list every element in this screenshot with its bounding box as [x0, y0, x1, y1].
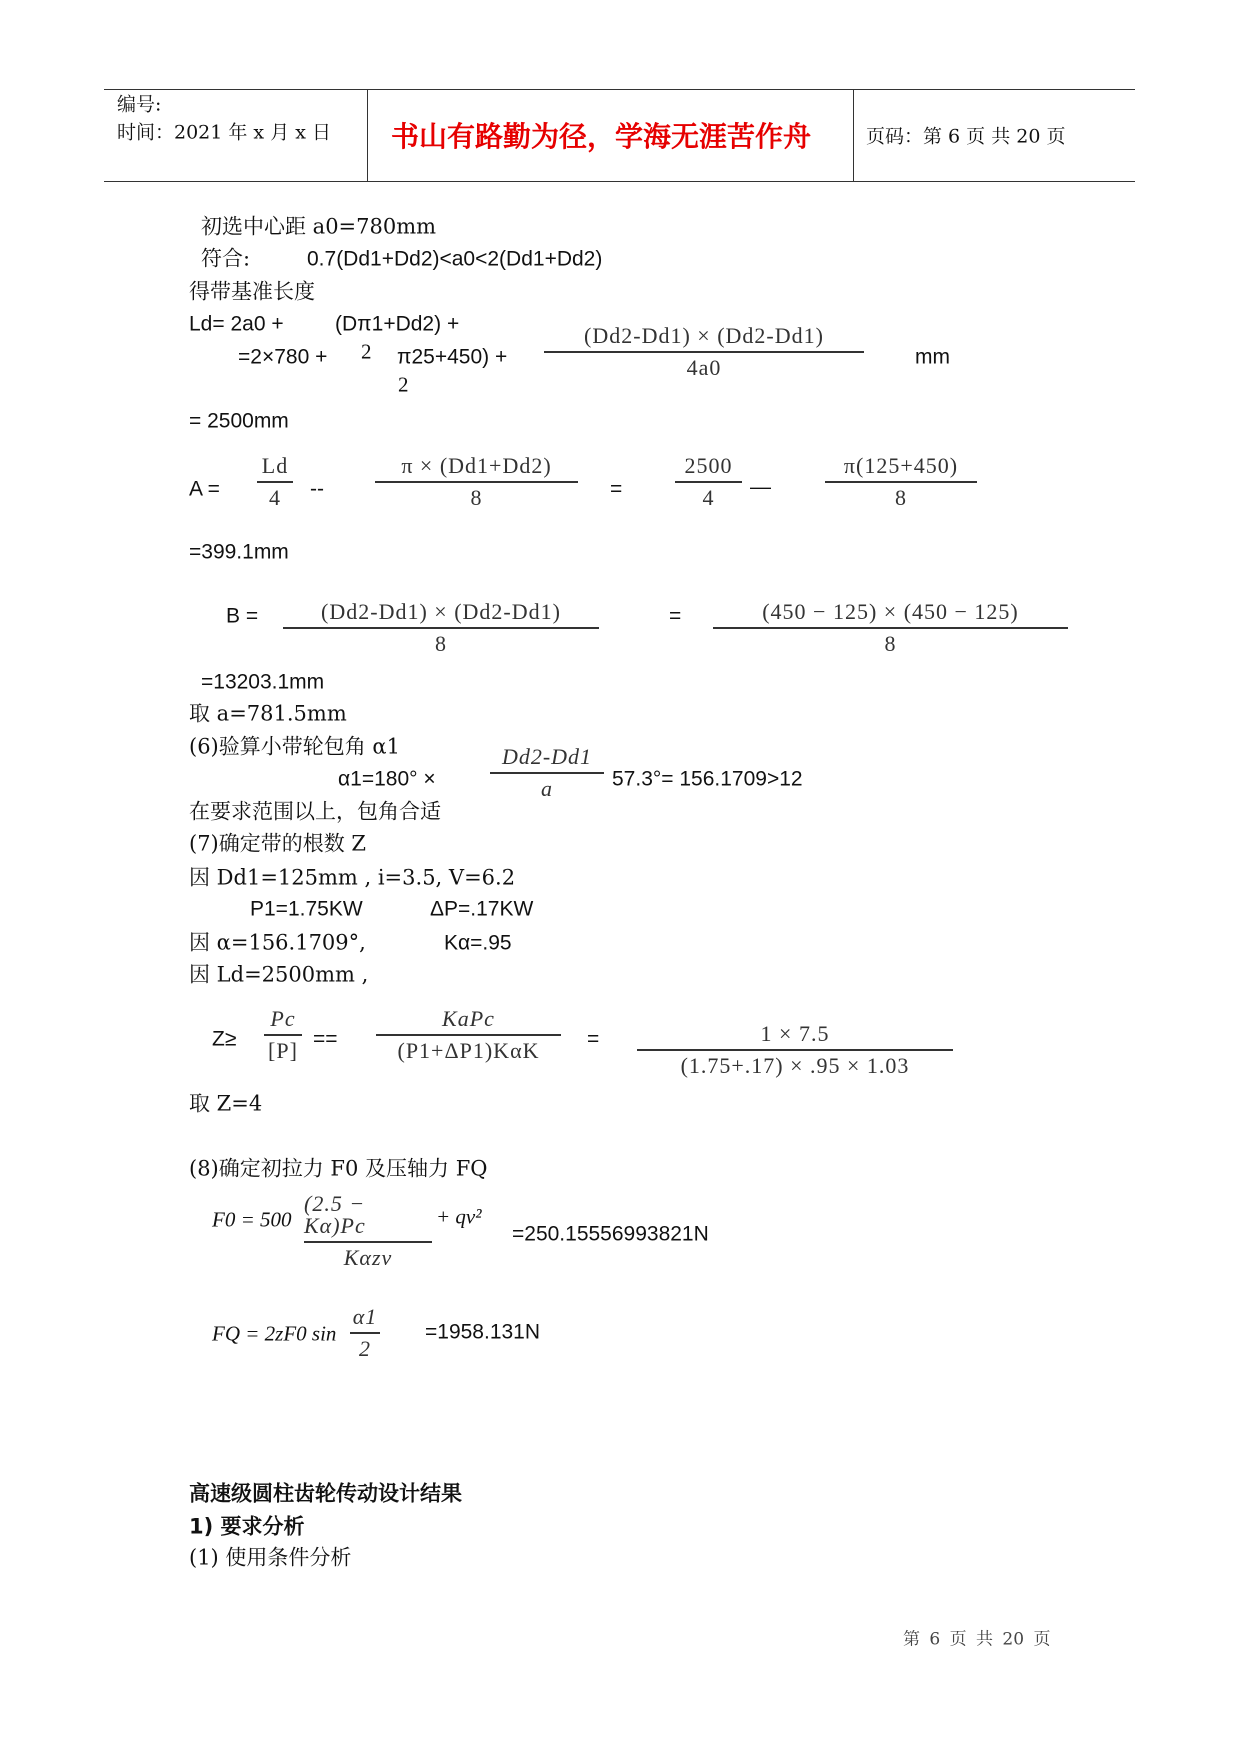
result-text: =399.1mm	[189, 540, 289, 564]
formula-text: mm	[915, 345, 950, 369]
section-heading: (7)确定带的根数 Z	[189, 831, 367, 856]
doc-time: 时间：2021 年 x 月 x 日	[117, 121, 331, 144]
fraction: Pc [P]	[264, 1006, 302, 1064]
formula-text: B =	[226, 604, 259, 628]
formula-text: A =	[189, 477, 220, 501]
text-line: 符合:	[201, 246, 251, 271]
formula-text: ==	[313, 1027, 338, 1051]
text-line: 在要求范围以上，包角合适	[189, 799, 441, 824]
fraction: α1 2	[350, 1304, 380, 1362]
formula-text: + qv²	[436, 1204, 482, 1229]
text-line: 得带基准长度	[189, 279, 315, 304]
fraction: π × (Dd1+Dd2) 8	[375, 453, 578, 511]
formula-text: Ld= 2a0 +	[189, 312, 284, 336]
text-line: Kα=.95	[444, 931, 512, 955]
text-line: 因 α=156.1709°,	[189, 930, 366, 955]
fraction: (Dd2-Dd1) × (Dd2-Dd1) 8	[283, 599, 599, 657]
formula-text: =	[669, 604, 682, 628]
doc-number-label: 编号:	[117, 93, 162, 116]
text-line: ΔP=.17KW	[430, 897, 534, 921]
section-heading: (8)确定初拉力 F0 及压轴力 FQ	[189, 1156, 488, 1181]
fraction: (450 − 125) × (450 − 125) 8	[713, 599, 1068, 657]
fraction: KaPc (P1+ΔP1)KαK	[376, 1006, 561, 1064]
fraction: (2.5 − Kα)Pc Kαzv	[304, 1191, 432, 1271]
subsection-item: (1) 使用条件分析	[189, 1545, 352, 1570]
subsection-title: 1) 要求分析	[189, 1514, 305, 1539]
header-top-rule	[104, 89, 1135, 90]
formula-text: =	[610, 477, 623, 501]
fraction: (Dd2-Dd1) × (Dd2-Dd1) 4a0	[544, 323, 864, 381]
header-divider	[367, 89, 368, 181]
formula-text: --	[310, 477, 324, 501]
header-divider	[853, 89, 854, 181]
fraction: 2500 4	[675, 453, 742, 511]
formula-text: 2	[361, 339, 372, 364]
header-bottom-rule	[104, 181, 1135, 182]
formula-text: π25+450) +	[397, 345, 508, 369]
formula-text: α1=180° ×	[338, 767, 436, 791]
text-line: 初选中心距 a0=780mm	[201, 214, 437, 239]
text-line: 取 Z=4	[189, 1091, 263, 1116]
formula-text: —	[750, 475, 771, 499]
formula-text: F0 = 500	[212, 1207, 292, 1232]
section-heading: (6)验算小带轮包角 α1	[189, 734, 400, 759]
text-line: 0.7(Dd1+Dd2)<a0<2(Dd1+Dd2)	[307, 247, 603, 271]
fraction: 1 × 7.5 (1.75+.17) × .95 × 1.03	[637, 1021, 953, 1079]
text-line: 取 a=781.5mm	[189, 701, 347, 726]
text-line: 因 Ld=2500mm ,	[189, 962, 369, 987]
formula-text: 57.3°= 156.1709>12	[612, 767, 803, 791]
formula-text: FQ = 2zF0 sin	[212, 1321, 337, 1346]
fraction: Ld 4	[257, 453, 293, 511]
fraction: π(125+450) 8	[825, 453, 977, 511]
header-page-number: 页码：第 6 页 共 20 页	[866, 125, 1066, 148]
formula-text: 2	[398, 372, 409, 397]
formula-text: (Dπ1+Dd2) +	[335, 312, 460, 336]
footer-page-number: 第 6 页 共 20 页	[903, 1629, 1051, 1650]
result-text: =250.15556993821N	[512, 1222, 709, 1246]
formula-text: =	[587, 1027, 600, 1051]
text-line: P1=1.75KW	[250, 897, 363, 921]
header-motto: 书山有路勤为径，学海无涯苦作舟	[391, 120, 812, 153]
fraction: Dd2-Dd1 a	[490, 744, 604, 802]
formula-text: Z≥	[212, 1027, 237, 1051]
text-line: 因 Dd1=125mm , i=3.5, V=6.2	[189, 865, 516, 890]
result-text: = 2500mm	[189, 409, 289, 433]
result-text: =13203.1mm	[201, 670, 325, 694]
result-text: =1958.131N	[425, 1320, 541, 1344]
formula-text: =2×780 +	[238, 345, 328, 369]
section-title: 高速级圆柱齿轮传动设计结果	[189, 1481, 462, 1506]
